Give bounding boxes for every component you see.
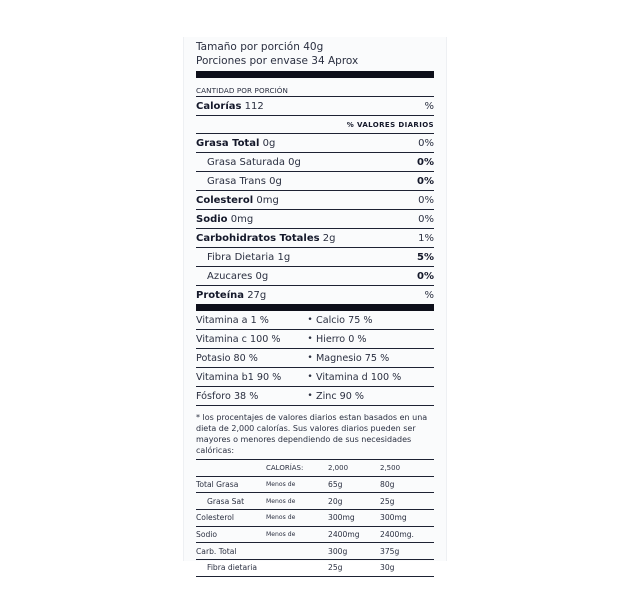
protein-label: Proteína xyxy=(196,289,244,301)
reference-row xyxy=(196,560,434,577)
nutrient-amount: 0g xyxy=(262,137,276,149)
nutrient-pct: 5% xyxy=(417,251,434,263)
reference-cell-name: Grasa Sat xyxy=(196,493,266,510)
reference-cell-name: Colesterol xyxy=(196,510,266,527)
nutrient-pct: 0% xyxy=(417,156,434,168)
nutrient-amount: 2g xyxy=(322,232,336,244)
reference-header-cell: 2,000 xyxy=(328,460,380,476)
bullet-icon: • xyxy=(307,372,313,382)
vitamin-row xyxy=(196,330,434,349)
nutrient-row xyxy=(196,191,434,210)
nutrient-label: Sodio xyxy=(196,213,228,225)
vitamins-list xyxy=(196,311,434,406)
thick-divider-protein xyxy=(196,304,434,311)
reference-header-cell xyxy=(196,460,266,476)
reference-row xyxy=(196,476,434,493)
reference-cell-name: Fibra dietaria xyxy=(196,560,266,577)
vitamin-left: Vitamina a 1 % xyxy=(196,314,269,326)
calories-row xyxy=(196,97,434,116)
thick-divider xyxy=(196,71,434,78)
reference-row xyxy=(196,526,434,543)
reference-cell-a: 65g xyxy=(328,476,380,493)
reference-cell-b: 375g xyxy=(380,543,434,560)
vitamin-row xyxy=(196,311,434,330)
nutrient-amount: 1g xyxy=(277,251,291,263)
nutrient-amount: 0g xyxy=(255,270,269,282)
reference-cell-name: Sodio xyxy=(196,526,266,543)
reference-cell-a: 300g xyxy=(328,543,380,560)
amount-per-serving: CANTIDAD POR PORCIÓN xyxy=(196,85,289,95)
nutrient-label: Fibra Dietaria xyxy=(207,251,275,263)
daily-values-header: % VALORES DIARIOS xyxy=(346,120,434,129)
reference-cell-b: 80g xyxy=(380,476,434,493)
vitamin-left: Potasio 80 % xyxy=(196,352,258,364)
vitamin-row xyxy=(196,349,434,368)
protein-amount: 27g xyxy=(247,289,267,301)
protein-pct: % xyxy=(424,289,434,301)
calories-value: 112 xyxy=(244,100,264,112)
nutrient-pct: 0% xyxy=(417,175,434,187)
reference-cell-b: 25g xyxy=(380,493,434,510)
reference-cell-a: 300mg xyxy=(328,510,380,527)
reference-cell-limit xyxy=(266,560,328,577)
calories-label: Calorías xyxy=(196,100,242,112)
nutrient-amount: 0mg xyxy=(230,213,254,225)
nutrient-row xyxy=(196,229,434,248)
servings-per-container: Porciones por envase 34 Aprox xyxy=(196,55,359,67)
nutrient-row xyxy=(196,248,434,267)
reference-row xyxy=(196,510,434,527)
nutrient-label: Grasa Total xyxy=(196,137,260,149)
vitamin-row xyxy=(196,368,434,387)
reference-header-cell: CALORÍAS: xyxy=(266,460,328,476)
reference-cell-a: 20g xyxy=(328,493,380,510)
bullet-icon: • xyxy=(307,353,313,363)
reference-cell-a: 25g xyxy=(328,560,380,577)
nutrient-row xyxy=(196,210,434,229)
nutrition-facts-label xyxy=(196,40,434,577)
nutrient-amount: 0g xyxy=(269,175,282,187)
nutrient-label: Grasa Trans xyxy=(207,175,266,187)
nutrient-label: Colesterol xyxy=(196,194,254,206)
reference-cell-name: Carb. Total xyxy=(196,543,266,560)
daily-values-header-row xyxy=(196,116,434,134)
nutrient-label: Carbohidratos Totales xyxy=(196,232,320,244)
vitamin-right: Calcio 75 % xyxy=(316,314,373,326)
bullet-icon: • xyxy=(307,315,313,325)
reference-header-row xyxy=(196,460,434,476)
vitamin-left: Vitamina b1 90 % xyxy=(196,371,282,383)
footnote: * los procentajes de valores diarios estan basados en una dieta de 2,000 calorías. Sus valores diarios pueden ser mayores o menores dependiendo de sus necesidades calóricas: xyxy=(196,412,434,460)
amount-per-serving-row xyxy=(196,78,434,97)
reference-cell-b: 2400mg. xyxy=(380,526,434,543)
protein-row xyxy=(196,286,434,304)
reference-cell-limit: Menos de xyxy=(266,493,328,510)
nutrient-amount: 0g xyxy=(288,156,301,168)
vitamin-right: Vitamina d 100 % xyxy=(316,371,402,383)
nutrient-pct: 0% xyxy=(418,137,434,149)
nutrients-list xyxy=(196,134,434,286)
nutrient-row xyxy=(196,172,434,191)
nutrient-pct: 0% xyxy=(417,270,434,282)
nutrient-pct: 0% xyxy=(418,213,434,225)
bullet-icon: • xyxy=(307,334,313,344)
nutrient-row xyxy=(196,134,434,153)
reference-row xyxy=(196,543,434,560)
vitamin-left: Vitamina c 100 % xyxy=(196,333,281,345)
reference-row xyxy=(196,493,434,510)
nutrient-amount: 0mg xyxy=(256,194,279,206)
nutrient-pct: 0% xyxy=(418,194,434,206)
reference-cell-b: 30g xyxy=(380,560,434,577)
bullet-icon: • xyxy=(307,391,313,401)
nutrient-pct: 1% xyxy=(418,232,434,244)
nutrient-label: Grasa Saturada xyxy=(207,156,285,168)
vitamin-right: Zinc 90 % xyxy=(316,390,365,402)
reference-cell-limit: Menos de xyxy=(266,476,328,493)
vitamin-row xyxy=(196,387,434,406)
reference-header-cell: 2,500 xyxy=(380,460,434,476)
reference-table xyxy=(196,460,434,577)
reference-cell-limit: Menos de xyxy=(266,510,328,527)
reference-cell-b: 300mg xyxy=(380,510,434,527)
reference-cell-a: 2400mg xyxy=(328,526,380,543)
reference-cell-name: Total Grasa xyxy=(196,476,266,493)
calories-pct: % xyxy=(424,100,434,112)
nutrient-row xyxy=(196,153,434,172)
reference-cell-limit: Menos de xyxy=(266,526,328,543)
vitamin-right: Hierro 0 % xyxy=(316,333,367,345)
nutrient-label: Azucares xyxy=(207,270,253,282)
serving-size: Tamaño por porción 40g xyxy=(196,41,324,53)
vitamin-right: Magnesio 75 % xyxy=(316,352,390,364)
nutrient-row xyxy=(196,267,434,286)
reference-cell-limit xyxy=(266,543,328,560)
vitamin-left: Fósforo 38 % xyxy=(196,390,259,402)
